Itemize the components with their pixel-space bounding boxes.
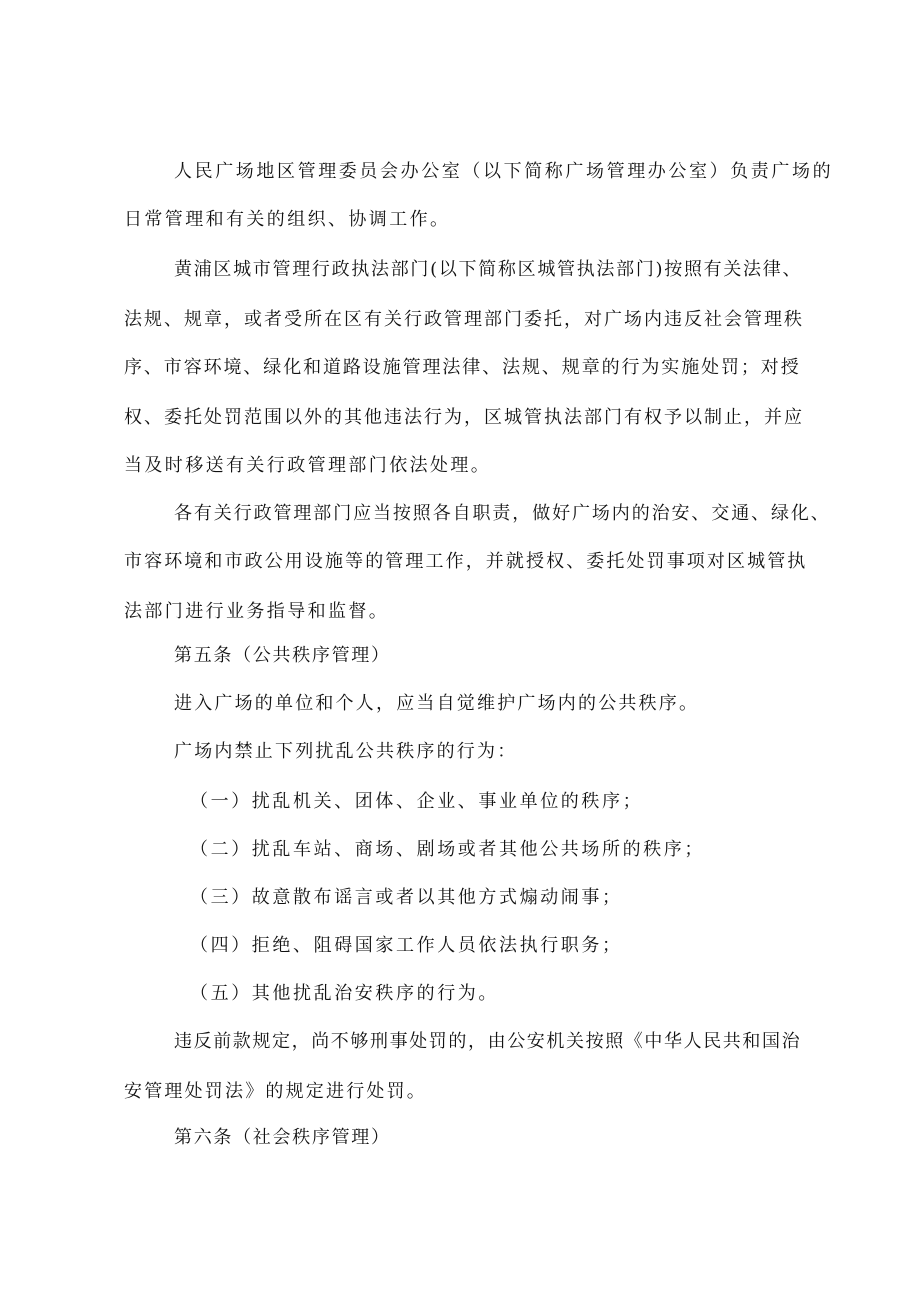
list-item: （五）其他扰乱治安秩序的行为。 xyxy=(190,983,499,1004)
paragraph-line: 人民广场地区管理委员会办公室（以下简称广场管理办公室）负责广场的 xyxy=(174,161,834,182)
paragraph-line: 黄浦区城市管理行政执法部门(以下简称区城管执法部门)按照有关法律、 xyxy=(174,259,803,280)
paragraph-line: 当及时移送有关行政管理部门依法处理。 xyxy=(124,455,492,476)
list-item: （一）扰乱机关、团体、企业、事业单位的秩序； xyxy=(190,791,644,812)
paragraph-line: 广场内禁止下列扰乱公共秩序的行为： xyxy=(174,741,518,762)
article-heading: 第六条（社会秩序管理） xyxy=(174,1127,391,1148)
paragraph-line: 市容环境和市政公用设施等的管理工作，并就授权、委托处罚事项对区城管执 xyxy=(124,551,808,572)
paragraph-line: 安管理处罚法》的规定进行处罚。 xyxy=(124,1081,427,1102)
paragraph-line: 法部门进行业务指导和监督。 xyxy=(124,601,390,622)
paragraph-line: 日常管理和有关的组织、协调工作。 xyxy=(124,209,451,230)
paragraph-line: 进入广场的单位和个人，应当自觉维护广场内的公共秩序。 xyxy=(174,693,700,714)
list-item: （二）扰乱车站、商场、剧场或者其他公共场所的秩序； xyxy=(190,839,705,860)
list-item: （四）拒绝、阻碍国家工作人员依法执行职务； xyxy=(190,935,623,956)
paragraph-line: 各有关行政管理部门应当按照各自职责，做好广场内的治安、交通、绿化、 xyxy=(174,503,831,524)
paragraph-line: 权、委托处罚范围以外的其他违法行为，区城管执法部门有权予以制止，并应 xyxy=(124,407,804,428)
paragraph-line: 序、市容环境、绿化和道路设施管理法律、法规、规章的行为实施处罚；对授 xyxy=(124,357,801,378)
list-item: （三）故意散布谣言或者以其他方式煽动闹事； xyxy=(190,887,623,908)
paragraph-line: 法规、规章，或者受所在区有关行政管理部门委托，对广场内违反社会管理秩 xyxy=(124,309,804,330)
article-heading: 第五条（公共秩序管理） xyxy=(174,645,391,666)
paragraph-line: 违反前款规定，尚不够刑事处罚的，由公安机关按照《中华人民共和国治 xyxy=(174,1031,802,1052)
